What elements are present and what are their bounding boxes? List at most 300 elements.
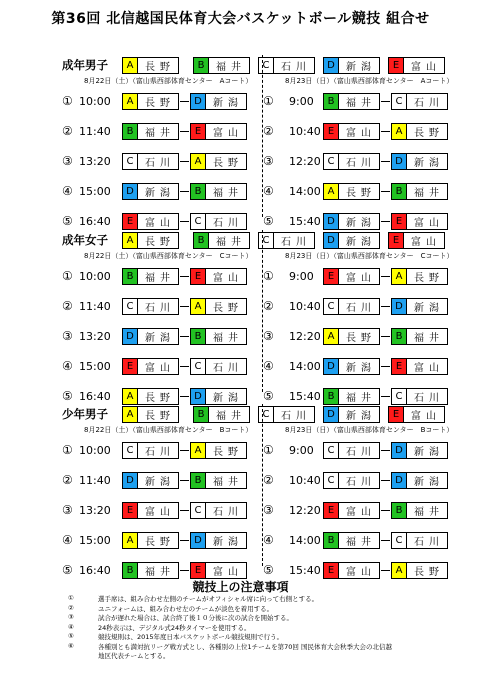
game-row [0,388,481,405]
team-name: 富山 [145,363,175,374]
team-box [391,328,448,345]
team-name: 長野 [346,333,376,344]
team-box [391,442,448,459]
team-box [323,123,380,140]
game-time: 10:00 [79,444,111,457]
game-time: 14:00 [289,185,321,198]
game-number: ④ [62,533,73,547]
game-time: 13:20 [79,330,111,343]
note-number: ③ [68,613,74,621]
team-letter: A [324,329,339,344]
note-text: 競技規則は、2015年度日本バスケットボール競技規則で行う。 [98,633,284,641]
team-letter: B [392,184,407,199]
versus-dash [381,366,390,367]
versus-dash [381,161,390,162]
note-number: ⑤ [68,632,74,640]
game-time: 15:40 [289,215,321,228]
notes-title: 競技上の注意事項 [192,580,289,594]
team-name: 福井 [414,333,444,344]
team-letter: A [123,94,138,109]
team-letter: C [324,473,339,488]
team-name: 福井 [145,128,175,139]
team-name: 福井 [216,237,246,248]
team-box [391,502,448,519]
team-name: 富山 [346,273,376,284]
team-box [391,123,448,140]
team-name: 福井 [346,98,376,109]
team-letter: A [191,154,206,169]
date-right: 8月23日（日）（富山県西部体育センター Bコート） [285,426,454,434]
team-letter: C [392,533,407,548]
game-time: 15:00 [79,534,111,547]
team-name: 富山 [145,218,175,229]
game-time: 13:20 [79,504,111,517]
team-name: 長野 [414,128,444,139]
team-box [323,153,380,170]
section-3 [0,406,481,576]
team-letter: B [123,269,138,284]
team-letter: C [123,443,138,458]
game-time: 9:00 [289,444,314,457]
versus-dash [381,191,390,192]
team-box [122,406,179,423]
versus-dash [381,540,390,541]
game-number: ④ [263,359,274,373]
team-name: 富山 [213,273,243,284]
team-letter: E [389,233,404,248]
game-time: 9:00 [289,95,314,108]
game-time: 10:00 [79,270,111,283]
versus-dash [381,276,390,277]
team-box [388,57,445,74]
team-letter: B [324,389,339,404]
game-number: ② [263,473,274,487]
team-box [323,232,380,249]
game-time: 16:40 [79,390,111,403]
team-box [323,472,380,489]
team-name: 長野 [213,303,243,314]
team-letter: D [191,533,206,548]
team-name: 石川 [213,363,243,374]
team-box [388,406,445,423]
team-letter: D [191,94,206,109]
team-letter: C [259,407,274,422]
team-letter: C [392,94,407,109]
game-number: ① [263,269,274,283]
note-text: 地区代表チームとする。 [98,652,170,660]
team-name: 石川 [145,303,175,314]
game-number: ② [62,124,73,138]
team-name: 石川 [213,507,243,518]
section-2 [0,232,481,402]
game-number: ⑤ [263,214,274,228]
game-time: 15:00 [79,360,111,373]
game-time: 11:40 [79,300,111,313]
section-1 [0,57,481,227]
versus-dash [381,570,390,571]
team-name: 新潟 [346,218,376,229]
game-time: 9:00 [289,270,314,283]
team-letter: B [191,184,206,199]
team-box [323,213,380,230]
game-row [0,268,481,285]
game-time: 12:20 [289,504,321,517]
game-number: ① [263,443,274,457]
team-letter: D [324,233,339,248]
game-time: 14:00 [289,360,321,373]
team-box [323,328,380,345]
game-number: ① [263,94,274,108]
team-letter: B [392,329,407,344]
team-letter: A [191,299,206,314]
team-box [323,388,380,405]
team-letter: B [191,329,206,344]
team-letter: A [123,407,138,422]
team-name: 石川 [281,62,311,73]
team-letter: E [324,124,339,139]
team-letter: E [324,269,339,284]
note-text: 24秒表示は、デジタル式24秒タイマーを使用する。 [98,623,251,632]
team-name: 長野 [145,237,175,248]
team-letter: D [324,359,339,374]
team-name: 新潟 [213,98,243,109]
team-letter: A [392,269,407,284]
team-name: 新潟 [346,411,376,422]
team-name: 石川 [346,303,376,314]
note-number: ④ [68,622,74,631]
note-number: ② [68,603,74,612]
team-letter: B [324,533,339,548]
team-letter: D [123,473,138,488]
game-number: ③ [263,503,274,517]
team-letter: E [389,407,404,422]
note-text: 選手席は、組み合わせ左側のチームがオフィシャル席に向って右側とする。 [98,595,319,603]
team-name: 福井 [145,273,175,284]
team-letter: B [324,94,339,109]
versus-dash [381,221,390,222]
team-name: 長野 [145,98,175,109]
game-row [0,123,481,140]
team-name: 福井 [346,537,376,548]
team-box [391,562,448,579]
team-name: 石川 [346,477,376,488]
game-number: ⑤ [62,214,73,228]
note-text: ユニフォームは、組み合わせ左のチームが淡色を着用する。 [98,604,274,613]
team-letter: C [392,389,407,404]
game-number: ③ [263,154,274,168]
game-number: ⑤ [263,389,274,403]
team-name: 富山 [411,237,441,248]
game-time: 13:20 [79,155,111,168]
team-name: 新潟 [346,363,376,374]
game-number: ② [263,124,274,138]
game-number: ③ [62,154,73,168]
team-box [323,268,380,285]
versus-dash [381,131,390,132]
team-letter: A [123,233,138,248]
game-time: 16:40 [79,564,111,577]
team-box [391,472,448,489]
versus-dash [381,336,390,337]
versus-dash [381,396,390,397]
team-letter: A [191,443,206,458]
date-left: 8月22日（土）（富山県西部体育センター Aコート） [84,77,253,85]
game-time: 15:00 [79,185,111,198]
team-name: 新潟 [414,477,444,488]
team-letter: C [259,58,274,73]
note-text: 試合が遅れた場合は、試合終了後１０分後に次の試合を開始する。 [98,614,293,622]
team-name: 長野 [145,411,175,422]
team-name: 福井 [213,188,243,199]
team-letter: C [324,299,339,314]
team-name: 石川 [414,98,444,109]
team-name: 石川 [145,158,175,169]
team-letter: E [123,214,138,229]
team-name: 富山 [414,218,444,229]
team-box [258,406,315,423]
game-row [0,562,481,579]
game-number: ③ [62,503,73,517]
team-name: 石川 [145,447,175,458]
team-letter: C [324,443,339,458]
game-row [0,532,481,549]
team-letter: E [123,359,138,374]
team-name: 石川 [414,393,444,404]
game-number: ② [62,473,73,487]
team-name: 福井 [216,62,246,73]
game-number: ⑤ [263,563,274,577]
section-title: 成年男子 [62,58,108,72]
team-box [323,532,380,549]
team-box [323,298,380,315]
versus-dash [381,306,390,307]
game-time: 11:40 [79,474,111,487]
team-box [323,502,380,519]
team-name: 富山 [213,567,243,578]
team-box [258,232,315,249]
team-box [323,442,380,459]
team-name: 福井 [213,477,243,488]
game-number: ④ [62,359,73,373]
team-name: 富山 [213,128,243,139]
game-number: ④ [263,184,274,198]
team-name: 長野 [145,62,175,73]
section-title: 成年女子 [62,233,108,247]
team-box [391,358,448,375]
team-box [323,406,380,423]
team-letter: D [324,214,339,229]
team-letter: D [324,407,339,422]
team-box [391,388,448,405]
game-time: 14:00 [289,534,321,547]
team-box [193,232,250,249]
game-time: 16:40 [79,215,111,228]
team-letter: E [123,503,138,518]
team-letter: B [194,58,209,73]
team-letter: D [123,184,138,199]
game-number: ⑤ [62,563,73,577]
team-letter: C [191,503,206,518]
team-name: 新潟 [414,447,444,458]
team-box [122,57,179,74]
game-time: 10:40 [289,300,321,313]
team-letter: D [392,154,407,169]
team-name: 富山 [145,507,175,518]
team-box [323,57,380,74]
note-number: ⑥ [68,641,74,650]
team-letter: E [389,58,404,73]
team-letter: C [324,154,339,169]
team-box [391,268,448,285]
team-name: 富山 [346,567,376,578]
team-name: 石川 [281,237,311,248]
team-letter: C [191,214,206,229]
team-letter: E [392,359,407,374]
team-name: 長野 [213,447,243,458]
team-name: 新潟 [213,537,243,548]
team-name: 石川 [414,537,444,548]
game-row [0,153,481,170]
team-name: 長野 [414,567,444,578]
team-name: 福井 [145,567,175,578]
team-box [122,232,179,249]
game-number: ① [62,269,73,283]
versus-dash [381,510,390,511]
team-letter: B [123,124,138,139]
team-name: 石川 [346,158,376,169]
team-name: 富山 [346,507,376,518]
versus-dash [381,101,390,102]
game-number: ③ [62,329,73,343]
team-name: 福井 [346,393,376,404]
date-left: 8月22日（土）（富山県西部体育センター Cコート） [84,252,253,260]
team-box [391,93,448,110]
team-name: 石川 [213,218,243,229]
date-right: 8月23日（日）（富山県西部体育センター Aコート） [285,77,454,85]
team-letter: D [392,299,407,314]
team-box [391,213,448,230]
team-letter: E [191,563,206,578]
team-letter: D [392,473,407,488]
team-box [258,57,315,74]
team-letter: B [194,407,209,422]
game-time: 15:40 [289,564,321,577]
team-letter: A [123,58,138,73]
team-letter: B [392,503,407,518]
team-box [323,93,380,110]
versus-dash [381,480,390,481]
team-letter: E [191,124,206,139]
team-letter: E [392,214,407,229]
game-number: ④ [263,533,274,547]
team-name: 長野 [145,537,175,548]
team-name: 新潟 [414,303,444,314]
team-name: 福井 [414,188,444,199]
team-name: 長野 [213,158,243,169]
team-name: 石川 [281,411,311,422]
game-row [0,358,481,375]
team-name: 新潟 [346,237,376,248]
page-title: 第36回 北信越国民体育大会バスケットボール競技 組合せ [51,11,430,27]
team-name: 富山 [411,62,441,73]
game-time: 15:40 [289,390,321,403]
team-name: 福井 [414,507,444,518]
game-row [0,213,481,230]
team-box [193,406,250,423]
date-right: 8月23日（日）（富山県西部体育センター Cコート） [285,252,454,260]
team-letter: A [123,533,138,548]
section-title: 少年男子 [62,407,108,421]
game-row [0,328,481,345]
team-letter: A [392,563,407,578]
team-name: 新潟 [346,62,376,73]
team-name: 長野 [346,188,376,199]
team-letter: C [123,299,138,314]
team-name: 富山 [346,128,376,139]
team-letter: D [324,58,339,73]
team-name: 新潟 [414,158,444,169]
game-row [0,442,481,459]
team-name: 新潟 [145,188,175,199]
team-letter: B [123,563,138,578]
team-box [323,183,380,200]
game-number: ③ [263,329,274,343]
team-name: 福井 [216,411,246,422]
game-number: ⑤ [62,389,73,403]
game-number: ④ [62,184,73,198]
game-time: 12:20 [289,330,321,343]
team-box [391,532,448,549]
team-name: 新潟 [145,477,175,488]
team-box [391,298,448,315]
team-name: 福井 [213,333,243,344]
team-name: 長野 [414,273,444,284]
date-left: 8月22日（土）（富山県西部体育センター Bコート） [84,426,253,434]
game-number: ② [263,299,274,313]
team-letter: E [324,503,339,518]
game-row [0,183,481,200]
game-time: 10:00 [79,95,111,108]
game-number: ② [62,299,73,313]
team-name: 富山 [414,363,444,374]
game-row [0,298,481,315]
note-number: ① [68,594,74,602]
game-time: 11:40 [79,125,111,138]
team-letter: C [259,233,274,248]
team-letter: E [324,563,339,578]
team-box [391,153,448,170]
game-time: 10:40 [289,474,321,487]
game-number: ① [62,94,73,108]
game-time: 10:40 [289,125,321,138]
game-number: ① [62,443,73,457]
team-box [323,562,380,579]
team-letter: E [191,269,206,284]
team-name: 石川 [346,447,376,458]
team-letter: B [191,473,206,488]
team-box [391,183,448,200]
team-letter: B [194,233,209,248]
team-name: 新潟 [213,393,243,404]
team-box [388,232,445,249]
game-row [0,93,481,110]
team-name: 富山 [411,411,441,422]
team-letter: D [191,389,206,404]
game-time: 12:20 [289,155,321,168]
game-row [0,472,481,489]
team-letter: C [191,359,206,374]
team-letter: C [123,154,138,169]
